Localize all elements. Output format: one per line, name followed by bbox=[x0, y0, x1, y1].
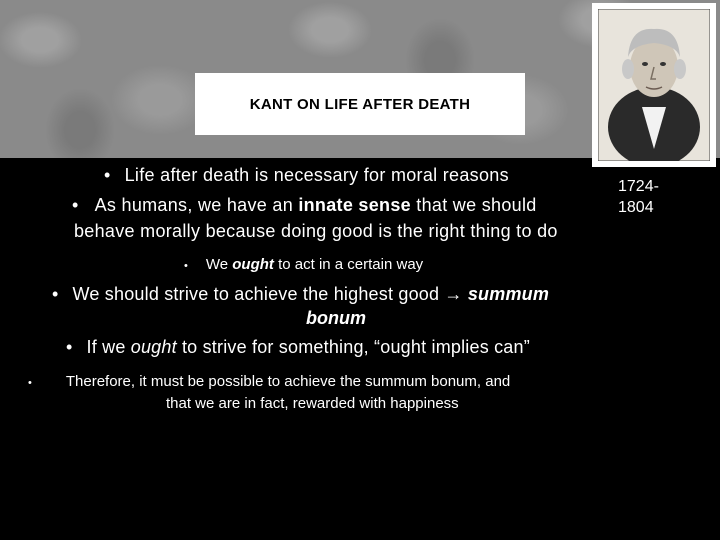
bullet-text-pre: We should strive to achieve the highest good bbox=[72, 284, 445, 304]
bullet-marker: • bbox=[66, 337, 73, 357]
bullet-text: behave morally because doing good is the right thing to do bbox=[74, 221, 558, 241]
bullet-marker: • bbox=[104, 165, 111, 185]
bullet-text-italic: ought bbox=[130, 337, 177, 357]
bullet-marker: • bbox=[184, 260, 188, 272]
bullet-text-pre: As humans, we have an bbox=[94, 195, 299, 215]
slide-title: KANT ON LIFE AFTER DEATH bbox=[249, 95, 471, 113]
bullet-line-2-continued bbox=[74, 221, 558, 242]
bullet-text-post: to act in a certain way bbox=[273, 256, 424, 273]
bullet-line-6-continued bbox=[166, 395, 459, 412]
bullet-text-pre: We bbox=[205, 256, 233, 273]
bullet-text-pre: If we bbox=[86, 337, 131, 357]
bullet-text-bold-italic: summum bbox=[467, 284, 550, 304]
bullet-text-bold-italic: bonum bbox=[306, 308, 366, 328]
bullet-marker: • bbox=[28, 377, 32, 389]
bullet-text: Therefore, it must be possible to achieve the summum bonum, and bbox=[65, 373, 511, 390]
bullet-marker: • bbox=[72, 195, 79, 215]
bullet-marker: • bbox=[52, 284, 59, 304]
portrait-dates bbox=[618, 176, 659, 218]
bullet-text-bold-italic: ought bbox=[232, 256, 274, 273]
title-box bbox=[195, 73, 525, 135]
bullet-line-5 bbox=[66, 337, 530, 358]
bullet-text: Life after death is necessary for moral reasons bbox=[124, 165, 509, 185]
bullet-line-4 bbox=[52, 284, 549, 305]
arrow-icon: → bbox=[444, 284, 463, 304]
bullet-text-post: that we should bbox=[410, 195, 537, 215]
birth-year: 1724- bbox=[618, 178, 659, 195]
bullet-text: that we are in fact, rewarded with happiness bbox=[166, 395, 459, 412]
bullet-text-bold: innate sense bbox=[298, 195, 411, 215]
bullet-line-3 bbox=[184, 256, 423, 273]
bullet-text-post: to strive for something, “ought implies can” bbox=[176, 337, 530, 357]
bullet-line-1 bbox=[104, 165, 509, 186]
bullet-line-6 bbox=[28, 373, 510, 390]
kant-portrait-image bbox=[592, 3, 716, 167]
bullet-line-2 bbox=[72, 195, 537, 216]
death-year: 1804 bbox=[618, 199, 654, 216]
bullet-line-4-continued bbox=[306, 308, 366, 329]
